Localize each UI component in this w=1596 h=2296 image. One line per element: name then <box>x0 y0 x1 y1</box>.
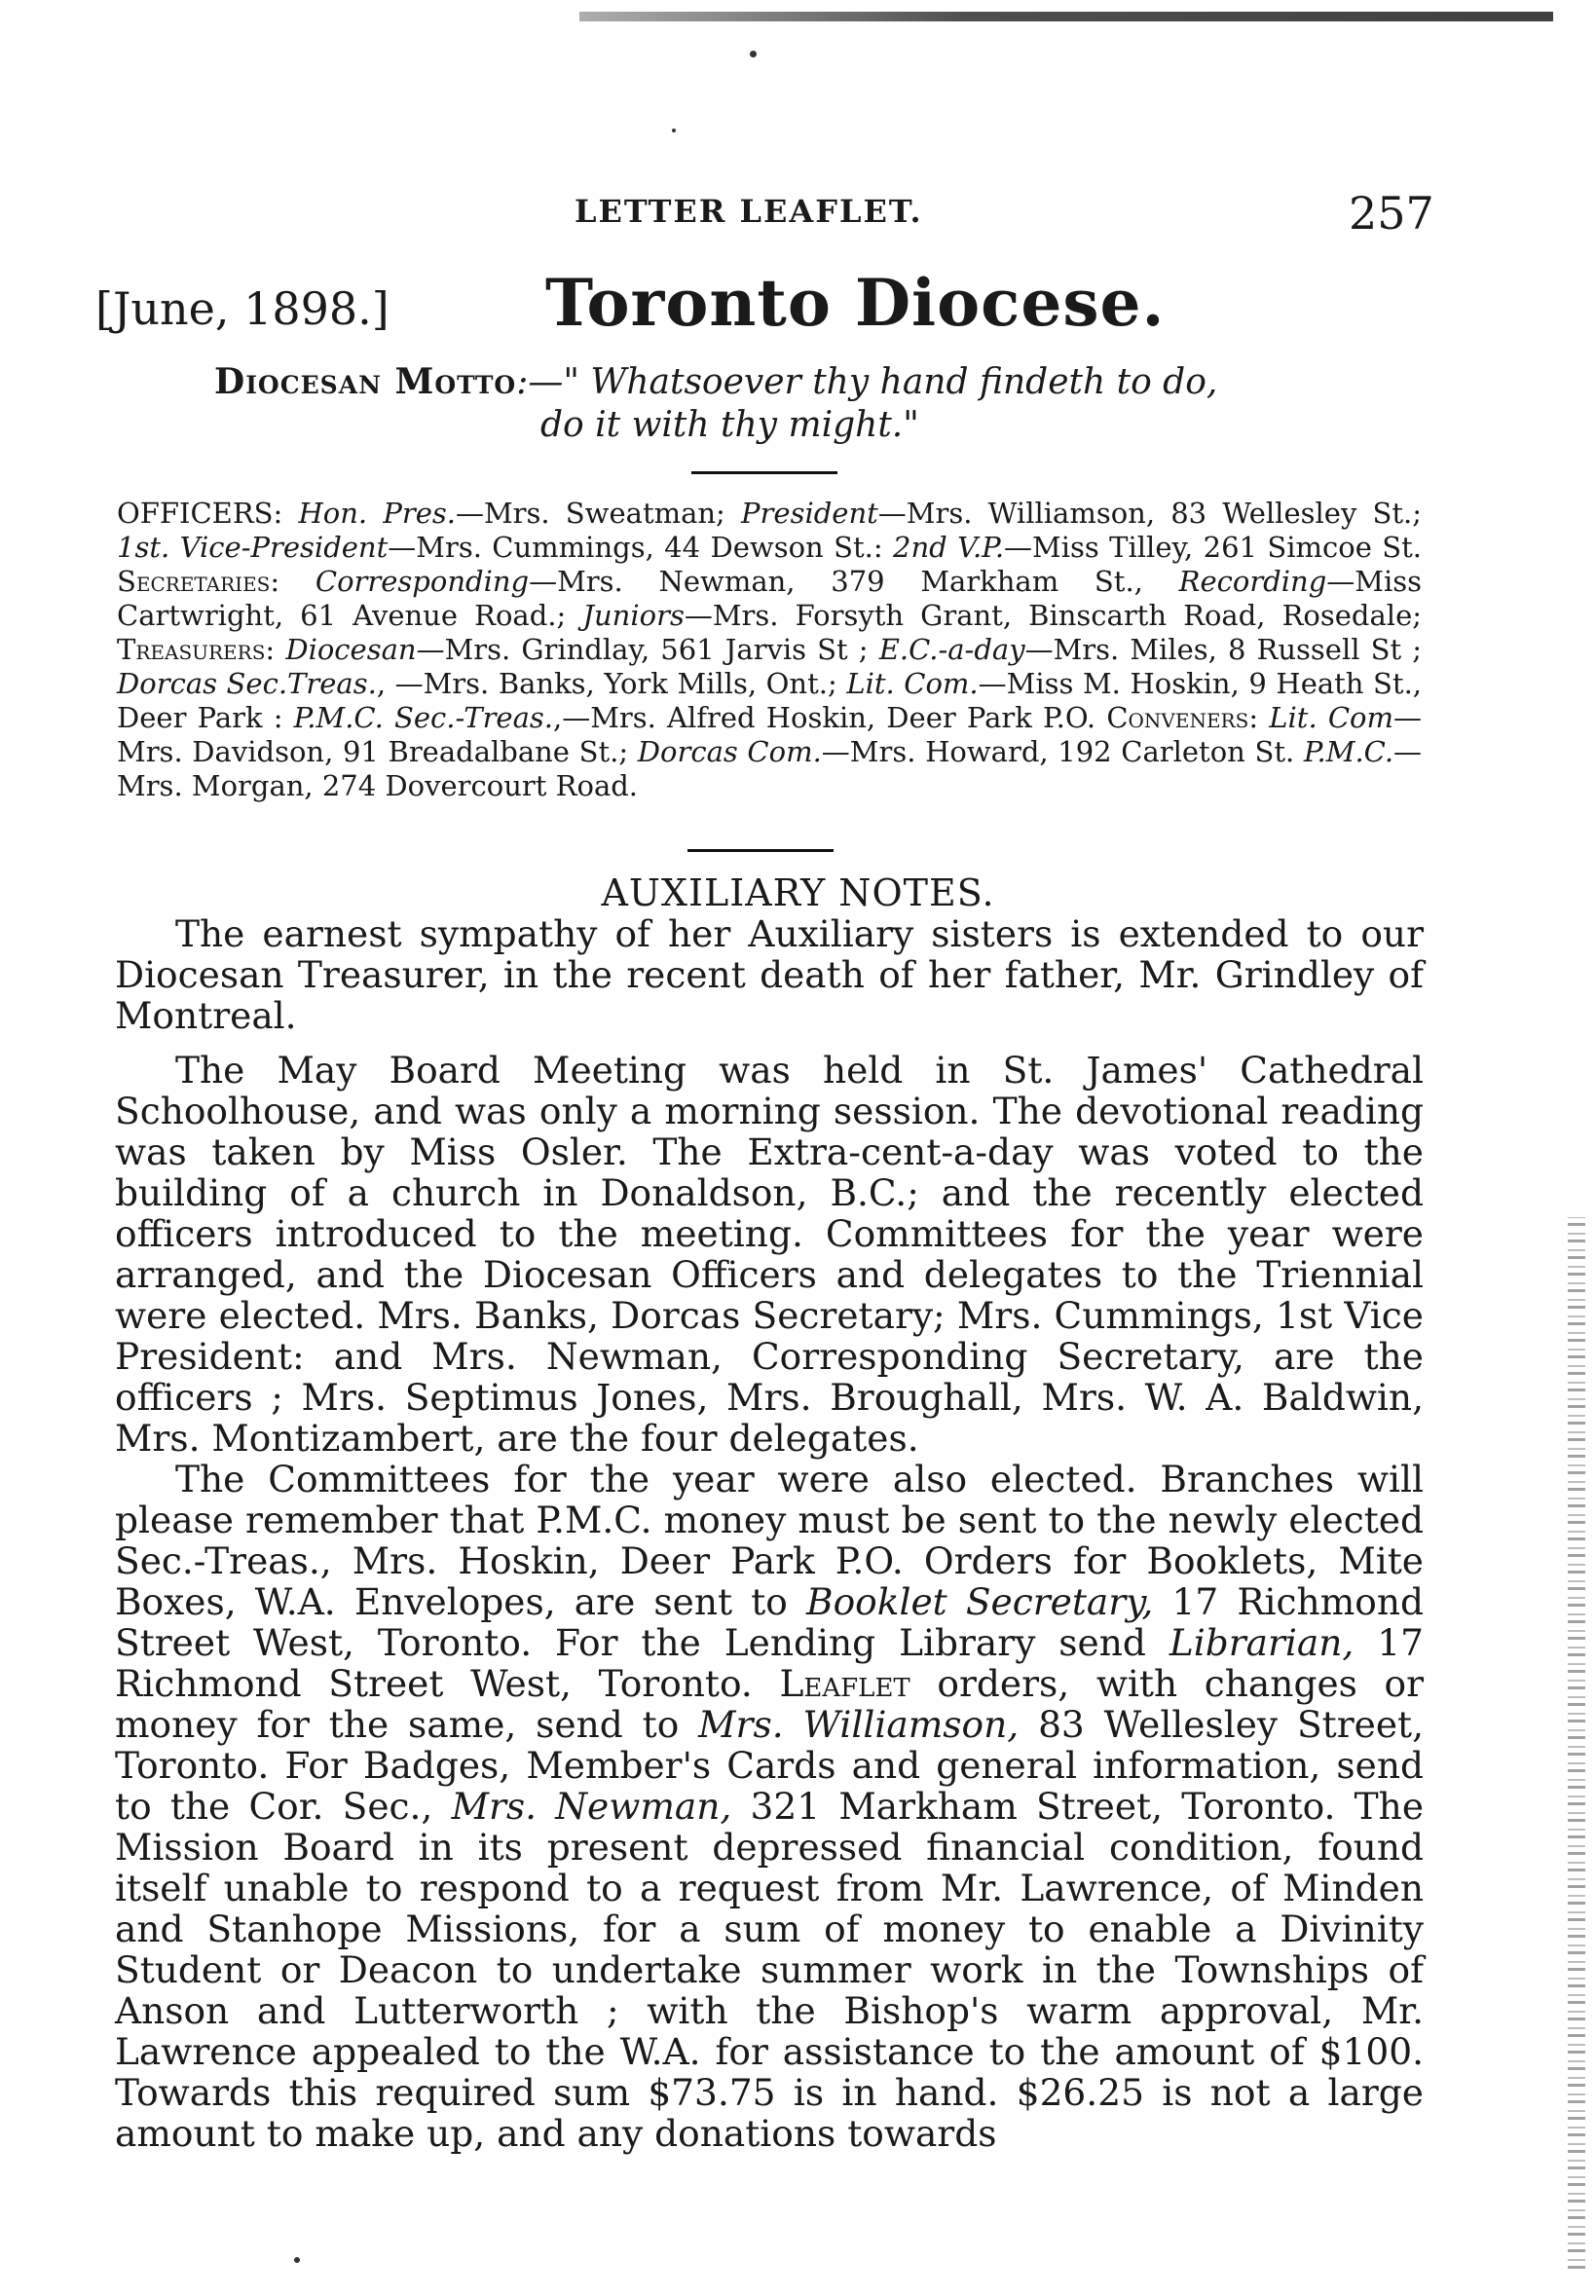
motto-quote-line2: do it with thy might." <box>540 405 919 445</box>
auxiliary-notes <box>115 913 1424 2154</box>
motto-quote-line1: :—" Whatsoever thy hand findeth to do, <box>516 362 1218 402</box>
conveners-label: Conveners: <box>1106 701 1259 734</box>
running-title: LETTER LEAFLET. <box>575 193 923 230</box>
text-run: 83 Wellesley Street, Toronto. For Badges, Member's Cards and general information, send to the Cor. Sec., <box>115 1703 1425 1828</box>
dorcas-st: , —Mrs. Banks, York Mills, Ont.; <box>376 667 837 700</box>
text-run-smallcaps: Leaflet <box>779 1662 910 1705</box>
text-run: orders, with changes or money for the same, send to <box>115 1662 1425 1746</box>
diocesan: —Mrs. Grindlay, 561 Jarvis St ; <box>416 633 869 666</box>
corresponding: —Mrs. Newman, 379 Markham St., <box>529 565 1143 598</box>
conv-pmc: —Mrs. Morgan, 274 Dovercourt Road. <box>117 735 1423 802</box>
page-number: 257 <box>1349 187 1434 240</box>
officers-label: OFFICERS: <box>117 497 283 530</box>
officers-list <box>117 497 1422 803</box>
lit-com-label: Lit. Com. <box>846 667 979 700</box>
secretaries-label: Secretaries: <box>117 565 280 598</box>
page-header <box>0 187 1596 241</box>
ecad-label: E.C.-a-day <box>878 633 1025 666</box>
recording: —Miss Cartwright, 61 Avenue Road.; <box>117 565 1423 632</box>
issue-date: [June, 1898.] <box>95 282 390 335</box>
ecad: —Mrs. Miles, 8 Russell St ; <box>1024 633 1422 666</box>
text-run: 17 Richmond Street West, Toronto. <box>115 1621 1424 1705</box>
text-run-italic: Mrs. Newman, <box>451 1785 732 1828</box>
second-vp: —Miss Tilley, 261 Simcoe St. <box>1004 531 1423 564</box>
diocesan-label: Diocesan <box>285 633 417 666</box>
divider <box>691 471 837 474</box>
president: —Mrs. Williamson, 83 Wellesley St.; <box>877 497 1423 530</box>
paragraph: The earnest sympathy of her Auxiliary sisters is extended to our Diocesan Treasurer, in the recent death of her father, Mr. Grindley of Montreal. <box>115 912 1424 1037</box>
divider <box>687 849 834 852</box>
treasurers-label: Treasurers: <box>117 633 276 666</box>
section-heading: AUXILIARY NOTES. <box>601 871 995 914</box>
hon-pres-label: Hon. Pres. <box>298 497 456 530</box>
second-vp-label: 2nd V.P. <box>893 531 1005 564</box>
juniors: —Mrs. Forsyth Grant, Binscarth Road, Rosedale; <box>684 599 1422 632</box>
text-run-italic: Librarian, <box>1169 1621 1355 1664</box>
paragraph: The May Board Meeting was held in St. James' Cathedral Schoolhouse, and was only a morning session. The devotional reading was taken by Miss Osler. The Extra-cent-a-day was voted to the building of a church in Donaldson, B.C.; and the recently elected officers introduced to the meeting. Committees for the year were arranged, and the Diocesan Officers and delegates to the Triennial were elected. Mrs. Banks, Dorcas Secretary; Mrs. Cummings, 1st Vice President: and Mrs. Newman, Corresponding Secretary, are the officers ; Mrs. Septimus Jones, Mrs. Broughall, Mrs. W. A. Baldwin, Mrs. Montizambert, are the four delegates. <box>115 1049 1424 1460</box>
scan-speck <box>750 51 757 57</box>
conv-dorcas: —Mrs. Howard, 192 Carleton St. <box>821 735 1295 768</box>
motto-label: Diocesan Motto <box>214 361 517 402</box>
corresponding-label: Corresponding <box>315 565 530 598</box>
dorcas-st-label: Dorcas Sec.Treas. <box>117 667 377 700</box>
text-run: 17 Richmond Street West, Toronto. For the Lending Library send <box>115 1580 1424 1664</box>
text-run-italic: Booklet Secretary, <box>806 1580 1154 1623</box>
text-run-italic: Mrs. Williamson, <box>698 1703 1020 1746</box>
pmc-label: P.M.C. Sec.-Treas. <box>293 701 553 734</box>
diocese-title: Toronto Diocese. <box>545 265 1166 341</box>
paragraph <box>115 1459 1424 2154</box>
juniors-label: Juniors <box>582 599 685 632</box>
diocesan-motto <box>214 360 1344 447</box>
conv-pmc-label: P.M.C. <box>1303 735 1394 768</box>
conv-dorcas-label: Dorcas Com. <box>637 735 822 768</box>
lit-com: —Miss M. Hoskin, 9 Heath St., Deer Park : <box>117 667 1423 734</box>
hon-pres: —Mrs. Sweatman; <box>455 497 725 530</box>
scan-artifact-line <box>579 12 1553 21</box>
text-run: The Committees for the year were also elected. Branches will please remember that P.M.C. money must be sent to the newly elected Sec.-Treas., Mrs. Hoskin, Deer Park P.O. Orders for Booklets, Mite Boxes, W.A. Envelopes, are sent to <box>115 1458 1424 1623</box>
president-label: President <box>741 497 878 530</box>
recording-label: Recording <box>1178 565 1327 598</box>
conv-lit: —Mrs. Davidson, 91 Breadalbane St.; <box>117 701 1422 768</box>
text-run: 321 Markham Street, Toronto. The Mission Board in its present depressed financial condition, found itself unable to respond to a request from Mr. Lawrence, of Minden and Stanhope Missions, for a sum of money to enable a Divinity Student or Deacon to undertake summer work in the Townships of Anson and Lutterworth ; with the Bishop's warm approval, Mr. Lawrence appealed to the W.A. for assistance to the amount of $100. Towards this required sum $73.75 is in hand. $26.25 is not a large amount to make up, and any donations towards <box>115 1785 1425 2155</box>
scan-artifact-edge <box>1568 1217 1585 2269</box>
first-vp-label: 1st. Vice-President <box>117 531 389 564</box>
first-vp: —Mrs. Cummings, 44 Dewson St.: <box>388 531 883 564</box>
pmc: ,—Mrs. Alfred Hoskin, Deer Park P.O. <box>552 701 1096 734</box>
conv-lit-label: Lit. Com <box>1269 701 1393 734</box>
scan-speck <box>672 129 676 132</box>
scan-speck <box>294 2257 300 2263</box>
